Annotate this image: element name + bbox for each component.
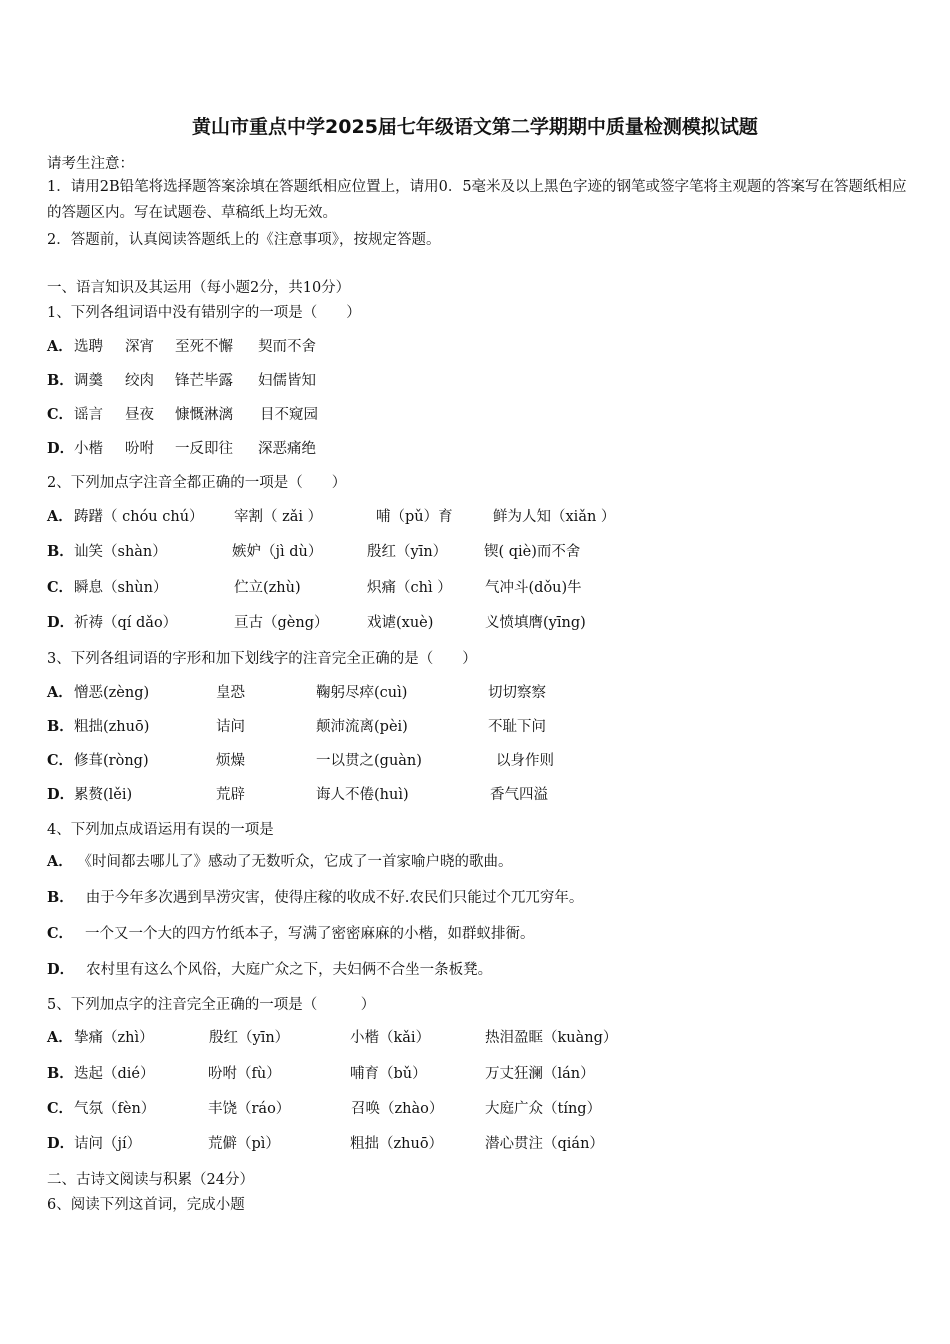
option-item: 小楷（kǎi） [350, 1030, 431, 1046]
q4-option-c [47, 922, 535, 943]
option-item: 昼夜 [125, 407, 154, 423]
option-item: 至死不懈 [175, 339, 233, 355]
option-item: 小楷 [74, 441, 103, 457]
option-item: 戏谑(xuè) [367, 615, 434, 631]
option-label: B． [47, 718, 74, 735]
option-item: 以身作则 [496, 753, 554, 769]
option-item: 讪笑（shàn） [74, 544, 167, 560]
question-2-stem: 2、下列加点字注音全都正确的一项是（ ） [47, 475, 347, 491]
option-item: 嫉妒（jì dù） [232, 544, 323, 560]
option-item: 祈祷（qí dǎo） [74, 615, 178, 631]
option-item: 深宵 [125, 339, 154, 355]
option-item: 诘问 [216, 719, 245, 735]
option-label: C． [47, 925, 74, 942]
option-text: 一个又一个大的四方竹纸本子，写满了密密麻麻的小楷，如群蚁排衙。 [85, 926, 535, 942]
notice-heading: 请考生注意： [47, 156, 134, 172]
option-item: 哺（pǔ）育 [376, 509, 453, 525]
option-item: 憎恶(zèng) [74, 685, 150, 701]
option-item: 伫立(zhù) [234, 580, 301, 596]
option-item: 热泪盈眶（kuàng） [485, 1030, 618, 1046]
option-label: D． [47, 614, 75, 631]
option-item: 迭起（dié） [74, 1066, 155, 1082]
option-item: 召唤（zhào） [351, 1101, 444, 1117]
option-item: 宰割（ zǎi ） [234, 509, 323, 525]
option-item: 契而不舍 [258, 339, 316, 355]
option-item: 鲜为人知（xiǎn ） [493, 509, 616, 525]
option-item: 一以贯之(guàn) [316, 753, 422, 769]
option-label: B． [47, 889, 74, 906]
q4-option-d [47, 958, 492, 979]
option-label: A． [47, 853, 73, 870]
option-item: 潜心贯注（qián） [485, 1136, 604, 1152]
option-item: 殷红（yīn） [209, 1030, 290, 1046]
question-4-stem: 4、下列加点成语运用有误的一项是 [47, 822, 274, 838]
option-item: 义愤填膺(yīng) [485, 615, 586, 631]
section-1-heading: 一、语言知识及其运用（每小题2分，共10分） [47, 280, 351, 296]
option-text: 由于今年多次遇到旱涝灾害，使得庄稼的收成不好.农民们只能过个兀兀穷年。 [85, 890, 584, 906]
q4-option-a [47, 850, 513, 871]
option-item: 锋芒毕露 [175, 373, 233, 389]
option-label: D． [47, 440, 75, 457]
option-item: 荒辟 [216, 787, 245, 803]
option-item: 皇恐 [216, 685, 245, 701]
option-item: 踌躇（ chóu chú） [74, 509, 204, 525]
option-item: 锲( qiè)而不舍 [484, 544, 581, 560]
notice-item-2: 2．答题前，认真阅读答题纸上的《注意事项》，按规定答题。 [47, 232, 441, 248]
section-2-heading: 二、古诗文阅读与积累（24分） [47, 1172, 254, 1188]
option-item: 荒僻（pì） [208, 1136, 280, 1152]
option-item: 谣言 [74, 407, 103, 423]
option-item: 绞肉 [125, 373, 154, 389]
option-item: 香气四溢 [490, 787, 548, 803]
page-title: 黄山市重点中学2025届七年级语文第二学期期中质量检测模拟试题 [192, 116, 758, 138]
option-item: 瞬息（shùn） [74, 580, 168, 596]
option-item: 颠沛流离(pèi) [316, 719, 408, 735]
option-label: C． [47, 752, 74, 769]
option-item: 选聘 [74, 339, 103, 355]
option-item: 切切察察 [488, 685, 546, 701]
option-item: 粗拙(zhuō) [74, 719, 150, 735]
option-text: 《时间都去哪儿了》感动了无数听众，它成了一首家喻户晓的歌曲。 [84, 854, 513, 870]
option-item: 慷慨淋漓 [175, 407, 233, 423]
option-label: A． [47, 1029, 73, 1046]
option-label: C． [47, 1100, 74, 1117]
option-item: 吩咐 [125, 441, 154, 457]
option-item: 吩咐（fù） [208, 1066, 281, 1082]
option-item: 累赘(lěi) [74, 787, 133, 803]
option-item: 气氛（fèn） [74, 1101, 156, 1117]
option-label: B． [47, 543, 74, 560]
option-label: C． [47, 579, 74, 596]
option-item: 一反即往 [175, 441, 233, 457]
question-3-stem: 3、下列各组词语的字形和加下划线字的注音完全正确的是（ ） [47, 651, 477, 667]
option-label: A． [47, 684, 73, 701]
option-item: 哺育（bǔ） [350, 1066, 427, 1082]
option-label: D． [47, 786, 75, 803]
option-item: 大庭广众（tíng） [485, 1101, 602, 1117]
option-label: D． [47, 1135, 75, 1152]
option-text: 农村里有这么个风俗，大庭广众之下，夫妇俩不合坐一条板凳。 [86, 962, 493, 978]
notice-item-1: 1．请用2B铅笔将选择题答案涂填在答题纸相应位置上，请用0．5毫米及以上黑色字迹的钢笔或签字笔将主观题的答案写在答题纸相应的答题区内。写在试题卷、草稿纸上均无效。 [47, 179, 907, 221]
option-item: 修葺(ròng) [74, 753, 149, 769]
option-label: B． [47, 372, 74, 389]
question-6-stem: 6、阅读下列这首词，完成小题 [47, 1197, 245, 1213]
option-item: 炽痛（chì ） [367, 580, 452, 596]
option-item: 烦燥 [216, 753, 245, 769]
option-item: 深恶痛绝 [258, 441, 316, 457]
question-5-stem: 5、下列加点字的注音完全正确的一项是（ ） [47, 997, 376, 1013]
option-item: 鞠躬尽瘁(cuì) [316, 685, 408, 701]
question-1-stem: 1、下列各组词语中没有错别字的一项是（ ） [47, 305, 361, 321]
option-item: 丰饶（ráo） [208, 1101, 291, 1117]
option-item: 挚痛（zhì） [74, 1030, 154, 1046]
option-item: 殷红（yīn） [367, 544, 448, 560]
option-item: 诘问（jí） [74, 1136, 142, 1152]
option-item: 妇儒皆知 [258, 373, 316, 389]
q4-option-b [47, 886, 583, 907]
option-label: B． [47, 1065, 74, 1082]
option-item: 目不窥园 [260, 407, 318, 423]
option-item: 亘古（gèng） [234, 615, 329, 631]
option-item: 万丈狂澜（lán） [485, 1066, 595, 1082]
option-item: 调羹 [74, 373, 103, 389]
option-item: 诲人不倦(huì) [316, 787, 409, 803]
option-label: A． [47, 338, 73, 355]
option-item: 气冲斗(dǒu)牛 [485, 580, 582, 596]
option-item: 粗拙（zhuō） [350, 1136, 444, 1152]
option-label: C． [47, 406, 74, 423]
option-label: A． [47, 508, 73, 525]
option-item: 不耻下问 [488, 719, 546, 735]
option-label: D． [47, 961, 75, 978]
